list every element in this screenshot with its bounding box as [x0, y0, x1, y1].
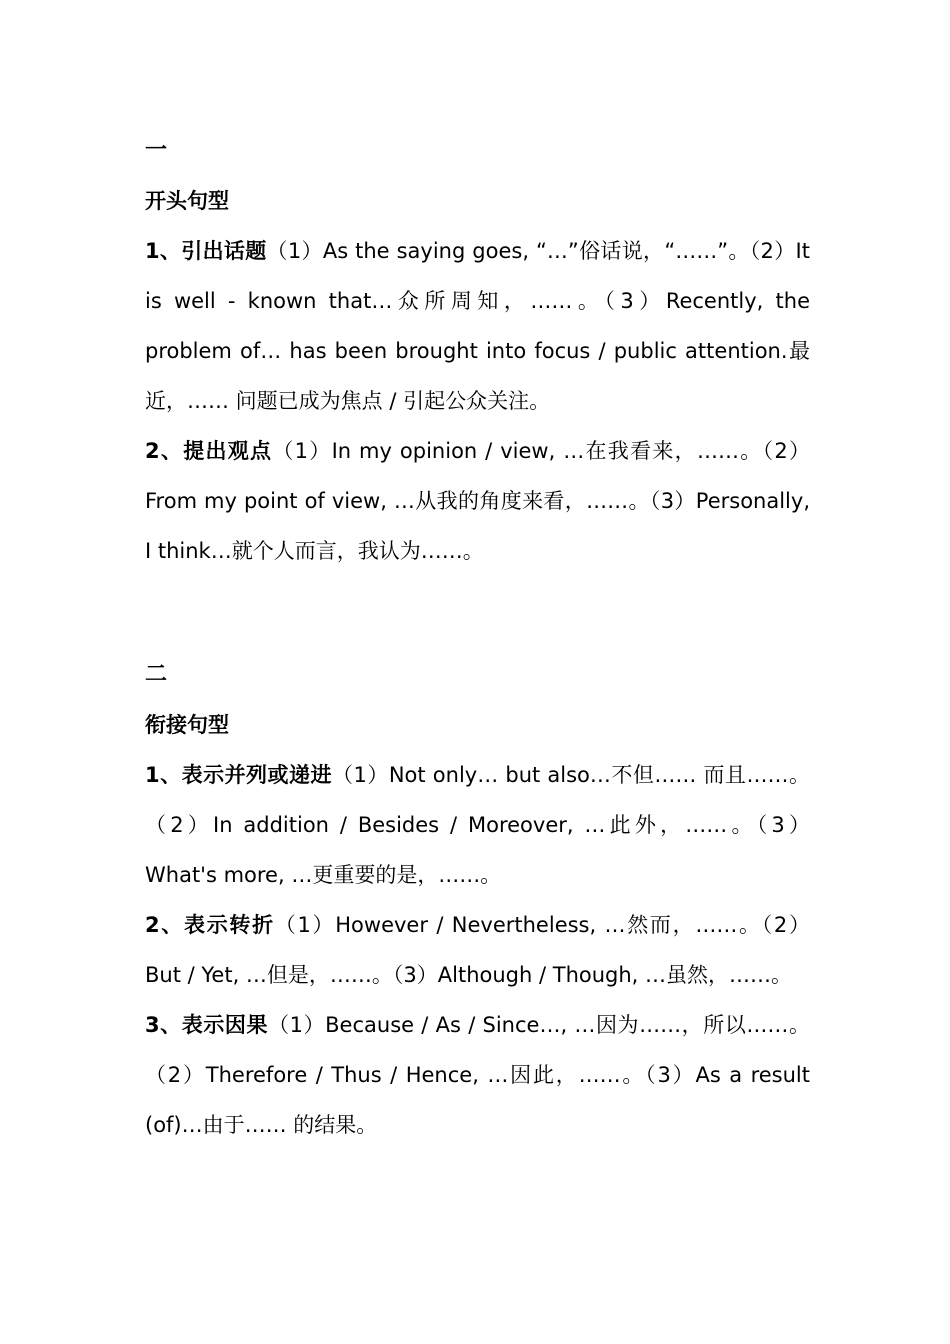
list-item: [145, 1000, 810, 1150]
section-opening-sentences: [145, 126, 810, 576]
item-text: （1）Not only… but also…不但…… 而且……。（2）In addition / Besides / Moreover, …此外，……。（3）What's more, …更重要的是，……。: [145, 763, 810, 887]
section-heading: 衔接句型: [145, 713, 229, 737]
list-item: [145, 900, 810, 1000]
item-text: （1）However / Nevertheless, …然而，……。（2）But / Yet, …但是，……。（3）Although / Though, …虽然，……。: [145, 913, 810, 987]
item-text: （1）In my opinion / view, …在我看来，……。（2）From my point of view, …从我的角度来看，……。（3）Personally, I think…就个人而言，我认为……。: [145, 439, 810, 563]
item-lead: 1、引出话题: [145, 239, 267, 263]
item-lead: 2、提出观点: [145, 439, 273, 463]
list-item: [145, 750, 810, 900]
list-item: [145, 226, 810, 426]
item-text: （1）As the saying goes, “…”俗话说，“……”。（2）It is well - known that…众所周知，……。（3）Recently, the problem of… has been brought into focus / public attention.最近，…… 问题已成为焦点 / 引起公众关注。: [145, 239, 810, 413]
item-lead: 3、表示因果: [145, 1013, 269, 1037]
section-transition-sentences: [145, 650, 810, 1150]
item-lead: 2、表示转折: [145, 913, 275, 937]
item-lead: 1、表示并列或递进: [145, 763, 333, 787]
section-heading: 开头句型: [145, 189, 229, 213]
item-text: （1）Because / As / Since…, …因为……，所以……。（2）Therefore / Thus / Hence, …因此，……。（3）As a result (of)…由于…… 的结果。: [145, 1013, 810, 1137]
section-number: 二: [145, 662, 168, 687]
list-item: [145, 426, 810, 576]
section-number: 一: [145, 138, 168, 163]
